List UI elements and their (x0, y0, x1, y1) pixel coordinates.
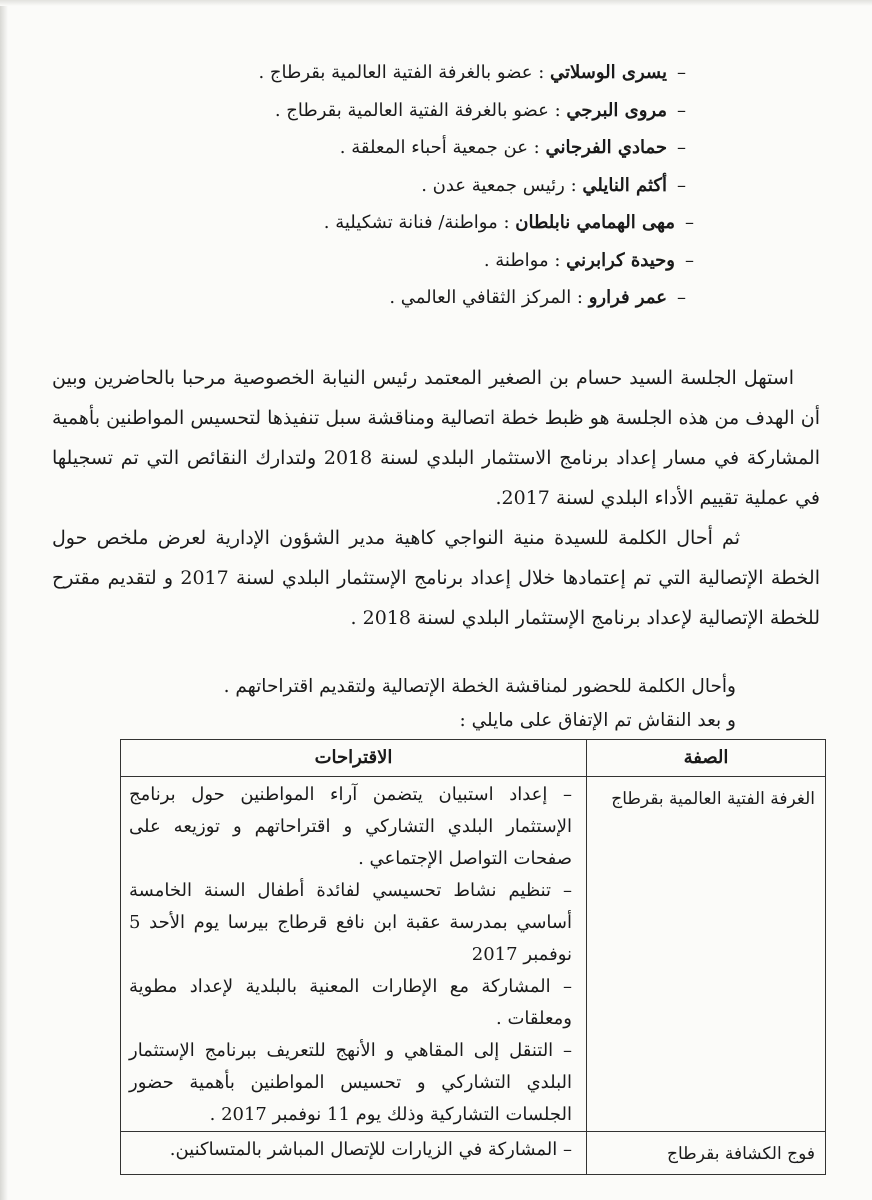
table-row (121, 777, 826, 1132)
attendee-name: مروى البرجي (566, 99, 667, 121)
attendee-role: : المركز الثقافي العالمي . (389, 287, 589, 308)
attendee-item (86, 133, 686, 171)
attendee-role: : عضو بالغرفة الفتية العالمية بقرطاج . (258, 62, 551, 83)
attendee-role: : رئيس جمعية عدن . (421, 174, 583, 196)
attendee-role: : عن جمعية أحباء المعلقة . (339, 137, 546, 158)
attendee-item (86, 96, 686, 134)
scan-edge (0, 0, 8, 1200)
list-dash: – (685, 212, 694, 233)
org-cell: الغرفة الفتية العالمية بقرطاج (587, 777, 826, 1132)
org-cell: فوج الكشافة بقرطاج (587, 1132, 826, 1175)
attendee-role: : عضو بالغرفة الفتية العالمية بقرطاج . (274, 99, 567, 121)
action-item: – إعداد استبيان يتضمن آراء المواطنين حول برنامج الإستثمار البلدي التشاركي و اقتراحاتهم و توزيعه على صفحات التواصل الإجتماعي . (129, 784, 572, 869)
attendee-name: عمر فرارو (588, 287, 667, 308)
floor-line: وأحال الكلمة للحضور لمناقشة الخطة الإتصالية ولتقديم اقتراحاتهم . (223, 676, 736, 697)
list-dash: – (677, 99, 686, 121)
list-dash: – (677, 62, 686, 83)
attendee-item (86, 58, 686, 96)
attendee-role: : مواطنة/ فنانة تشكيلية . (323, 212, 516, 233)
table-header-row (121, 740, 826, 777)
action-item: – التنقل إلى المقاهي و الأنهج للتعريف ببرنامج الإستثمار البلدي التشاركي و تحسيس المواطنين بأهمية حضور الجلسات التشاركية وذلك يوم 11 نوفمبر 2017 . (129, 1040, 572, 1125)
attendee-name: مهى الهمامي نابلطان (515, 212, 675, 233)
attendee-item (86, 283, 686, 321)
attendee-name: يسرى الوسلاتي (550, 62, 667, 83)
action-item: – المشاركة مع الإطارات المعنية بالبلدية لإعداد مطوية ومعلقات . (129, 976, 572, 1029)
list-dash: – (677, 287, 686, 308)
scan-edge-top (0, 0, 872, 6)
attendee-list (86, 58, 694, 321)
list-dash: – (677, 174, 686, 196)
attendee-item (86, 246, 694, 284)
intro-paragraph: استهل الجلسة السيد حسام بن الصغير المعتمد رئيس النيابة الخصوصية مرحبا بالحاضرين وبين أن الهدف من هذه الجلسة هو ظبط خطة اتصالية ومناقشة سبل تنفيذها لتحسيس المواطنين بأهمية المشاركة في مسار إعداد برنامج الاستثمار البلدي لسنة 2018 ولتدارك النقائص التي تم تسجيلها في عملية تقييم الأداء البلدي لسنة 2017. (52, 367, 820, 509)
action-item: – تنظيم نشاط تحسيسي لفائدة أطفال السنة الخامسة أساسي بمدرسة عقبة ابن نافع قرطاج بيرسا يوم الأحد 5 نوفمبر 2017 (129, 880, 572, 965)
attendee-name: حمادي الفرجاني (545, 137, 667, 158)
attendee-item (86, 208, 694, 246)
attendee-name: وحيدة كرابرني (566, 249, 675, 271)
list-dash: – (685, 249, 694, 271)
attendee-role: : مواطنة . (483, 249, 567, 271)
actions-cell (121, 1132, 587, 1175)
proposals-table (120, 739, 826, 1175)
agreement-line: و بعد النقاش تم الإتفاق على مايلي : (459, 710, 736, 731)
table-row (121, 1132, 826, 1175)
attendee-item (86, 171, 686, 209)
actions-cell (121, 777, 587, 1132)
action-item: – المشاركة في الزيارات للإتصال المباشر بالمتساكنين. (169, 1139, 572, 1160)
summary-paragraph: ثم أحال الكلمة للسيدة منية النواجي كاهية مدير الشؤون الإدارية لعرض ملخص حول الخطة الإتصالية التي تم إعتمادها خلال إعداد برنامج الإستثمار البلدي لسنة 2017 و لتقديم مقترح للخطة الإتصالية لإعداد برنامج الإستثمار البلدي لسنة 2018 . (52, 527, 820, 629)
list-dash: – (677, 137, 686, 158)
column-header-proposals: الاقتراحات (121, 740, 587, 777)
attendee-name: أكثم النايلي (582, 174, 667, 196)
column-header-sifa: الصفة (587, 740, 826, 777)
